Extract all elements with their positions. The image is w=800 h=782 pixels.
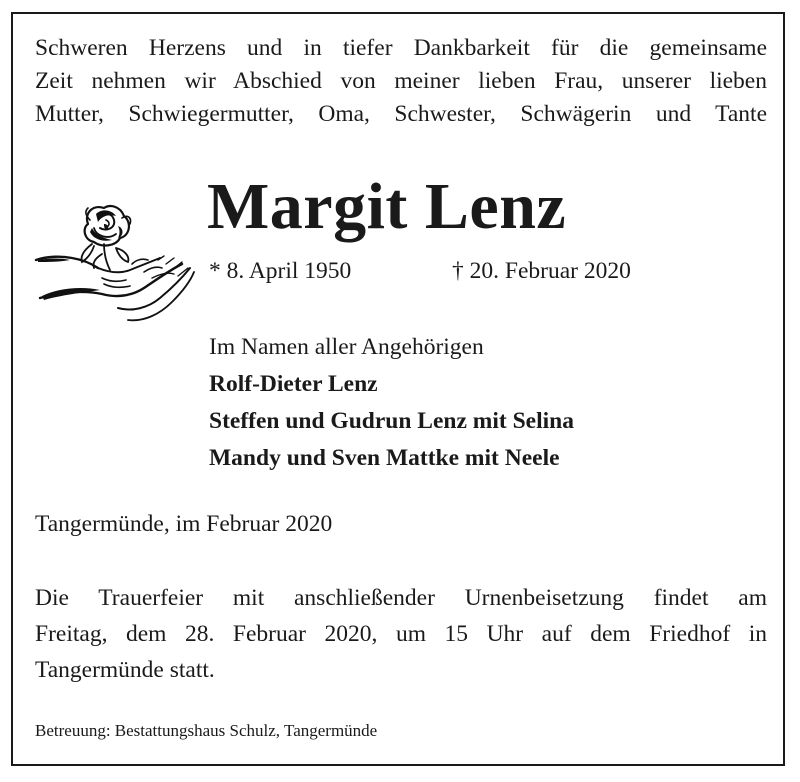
family-member: Mandy und Sven Mattke mit Neele — [209, 445, 560, 471]
service-line: Die Trauerfeier mit anschließender Urnenbeisetzung findet am — [35, 585, 767, 611]
service-line: Tangermünde statt. — [35, 657, 215, 683]
deceased-name: Margit Lenz — [207, 170, 567, 243]
intro-line: Mutter, Schwiegermutter, Oma, Schwester, Schwägerin und Tante — [35, 101, 767, 127]
intro-line: Zeit nehmen wir Abschied von meiner lieben Frau, unserer lieben — [35, 68, 767, 94]
service-text — [35, 580, 767, 688]
intro-text — [35, 32, 767, 131]
rose-in-hands-icon — [32, 198, 197, 330]
intro-line: Schweren Herzens und in tiefer Dankbarkeit für die gemeinsame — [35, 35, 767, 61]
death-date: † 20. Februar 2020 — [452, 258, 631, 284]
birth-date: * 8. April 1950 — [209, 258, 352, 284]
family-block — [209, 329, 574, 477]
service-line: Freitag, dem 28. Februar 2020, um 15 Uhr auf dem Friedhof in — [35, 621, 767, 647]
family-member: Steffen und Gudrun Lenz mit Selina — [209, 408, 574, 434]
family-member: Rolf-Dieter Lenz — [209, 371, 378, 397]
place-and-date: Tangermünde, im Februar 2020 — [35, 511, 333, 537]
family-heading: Im Namen aller Angehörigen — [209, 334, 484, 360]
funeral-home-credit: Betreuung: Bestattungshaus Schulz, Tangermünde — [35, 721, 378, 740]
